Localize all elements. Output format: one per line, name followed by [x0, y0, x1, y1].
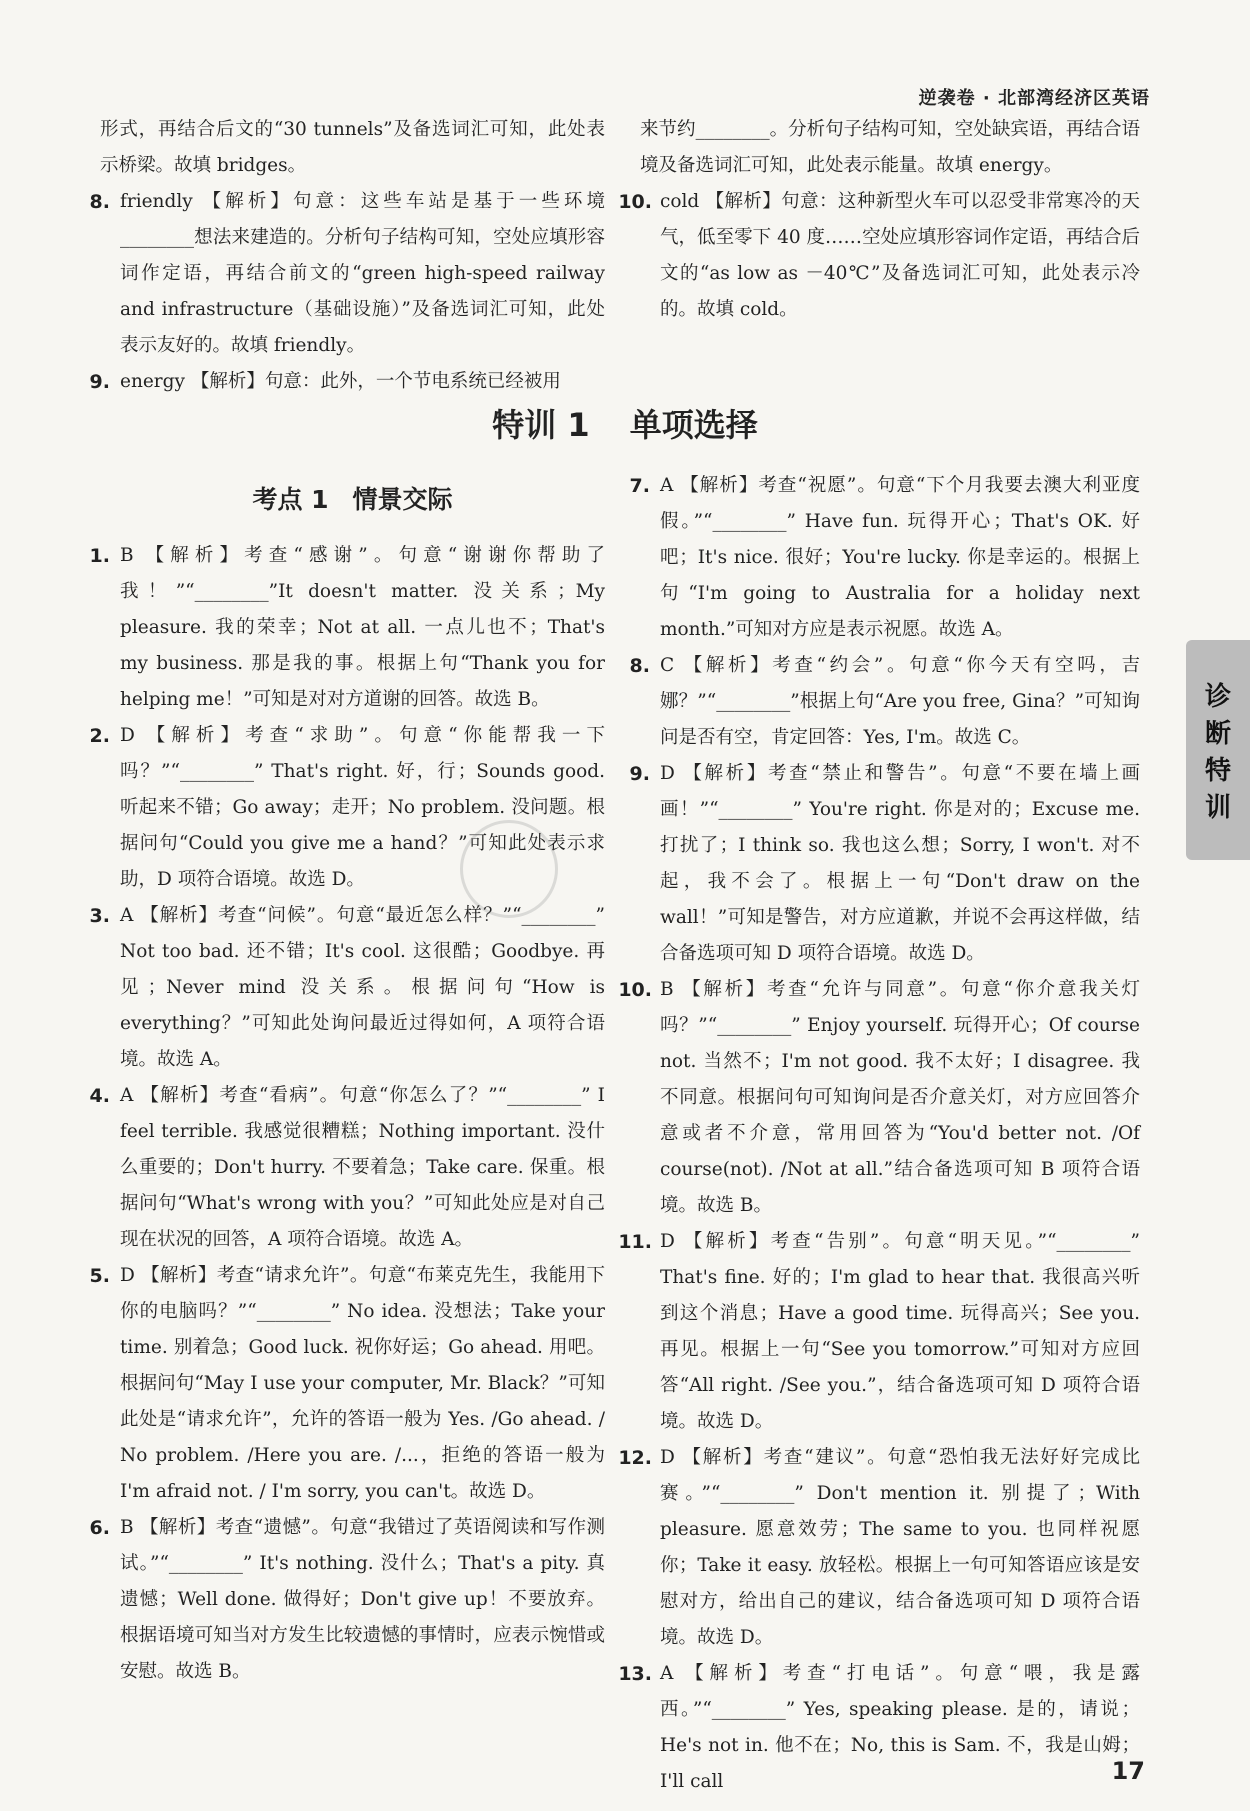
item-number: 9. [629, 763, 650, 785]
running-header: 逆袭卷 · 北部湾经济区英语 [918, 88, 1150, 109]
item-explanation: 【解析】考查“祝愿”。句意“下个月我要去澳大利亚度假。”“________” Have fun. 玩得开心；That's OK. 好吧；It's nice. 很好；You're lucky. 你是幸运的。根据上句“I'm going to Australia for a holiday next month.”可知对方应是表示祝愿。故选 A。 [660, 475, 1140, 640]
item-answer: B [120, 545, 134, 566]
item-number: 13. [618, 1663, 652, 1685]
item-explanation: 【解析】考查“告别”。句意“明天见。”“________” That's fine. 好的；I'm glad to hear that. 我很高兴听到这个消息；Have a good time. 玩得高兴；See you. 再见。根据上一句“See you tomorrow.”可知对方应回答“All right. /See you.”，结合备选项可知 D 项符合语境。故选 D。 [660, 1231, 1140, 1432]
answer-item [618, 184, 1140, 328]
item-explanation: 【解析】句意：这些车站是基于一些环境________想法来建造的。分析句子结构可知，空处应填形容词作定语，再结合前文的“green high-speed railway and infrastructure（基础设施）”及备选词汇可知，此处表示友好的。故填 friendly。 [120, 191, 605, 356]
side-tab-char: 断 [1204, 719, 1231, 749]
item-answer: D [660, 1447, 675, 1468]
faint-stamp [460, 820, 558, 918]
section-prefix: 特训 1 [492, 406, 590, 444]
answer-item [89, 898, 605, 1078]
item-number: 9. [89, 371, 110, 393]
answer-item [629, 648, 1140, 756]
page-number: 17 [1111, 1757, 1145, 1785]
answer-item [89, 184, 605, 364]
continued-paragraph: 形式，再结合后文的“30 tunnels”及备选词汇可知，此处表示桥梁。故填 bridges。 [100, 119, 605, 176]
right-column [618, 468, 1140, 1800]
item-number: 8. [629, 655, 650, 677]
item-number: 12. [618, 1447, 652, 1469]
item-answer: A [660, 1663, 674, 1684]
item-explanation: 【解析】考查“约会”。句意“你今天有空吗，吉娜？”“________”根据上句“Are you free, Gina？”可知询问是否有空，肯定回答：Yes, I'm。故选 C。 [660, 655, 1140, 748]
answer-item [629, 468, 1140, 648]
item-explanation: 【解析】考查“禁止和警告”。句意“不要在墙上画画！”“________” You're right. 你是对的；Excuse me. 打扰了；I think so. 我也这么想；Sorry, I won't. 对不起，我不会了。根据上一句“Don't draw on the wall！”可知是警告，对方应道歉，并说不会再这样做，结合备选项可知 D 项符合语境。故选 D。 [660, 763, 1140, 964]
side-tab-char: 训 [1204, 793, 1231, 823]
continued-paragraph: 来节约________。分析句子结构可知，空处缺宾语，再结合语境及备选词汇可知，此处表示能量。故填 energy。 [640, 119, 1140, 176]
item-answer: B [120, 1517, 134, 1538]
item-answer: D [660, 763, 675, 784]
item-answer: C [660, 655, 675, 676]
answer-item [618, 1656, 1140, 1800]
subsection-prefix: 考点 1 [252, 485, 329, 514]
left-top-column [89, 112, 605, 400]
answer-item [89, 1510, 605, 1690]
item-number: 4. [89, 1085, 110, 1107]
item-explanation: 【解析】考查“建议”。句意“恐怕我无法好好完成比赛。”“________” Don't mention it. 别提了；With pleasure. 愿意效劳；The same to you. 也同样祝愿你；Take it easy. 放轻松。根据上一句可知答语应该是安慰对方，给出自己的建议，结合备选项可知 D 项符合语境。故选 D。 [660, 1447, 1140, 1648]
answer-item [618, 1440, 1140, 1656]
answer-item [89, 1078, 605, 1258]
item-answer: A [660, 475, 674, 496]
item-answer: D [120, 1265, 135, 1286]
item-answer: friendly [120, 191, 193, 212]
item-number: 6. [89, 1517, 110, 1539]
item-answer: A [120, 905, 134, 926]
subsection-name: 情景交际 [352, 485, 453, 514]
answer-item [618, 1224, 1140, 1440]
item-answer: D [120, 725, 135, 746]
item-explanation: 【解析】考查“求助”。句意“你能帮我一下吗？”“________” That's right. 好，行；Sounds good. 听起来不错；Go away；走开；No problem. 没问题。根据问句“Could you give me a hand？”可知此处表示求助，D 项符合语境。故选 D。 [120, 725, 605, 890]
item-explanation: 【解析】句意：这种新型火车可以忍受非常寒冷的天气，低至零下 40 度……空处应填形容词作定语，再结合后文的“as low as －40℃”及备选词汇可知，此处表示冷的。故填 cold。 [660, 191, 1140, 320]
item-answer: D [660, 1231, 675, 1252]
side-tab-char: 诊 [1204, 682, 1231, 712]
answer-item [89, 364, 605, 400]
item-number: 10. [618, 191, 652, 213]
item-number: 10. [618, 979, 652, 1001]
item-number: 1. [89, 545, 110, 567]
item-number: 8. [89, 191, 110, 213]
subsection-title [100, 480, 605, 516]
answer-item [618, 972, 1140, 1224]
item-number: 3. [89, 905, 110, 927]
item-explanation: 【解析】句意：此外，一个节电系统已经被用 [190, 371, 561, 392]
item-answer: B [660, 979, 674, 1000]
item-number: 11. [618, 1231, 652, 1253]
item-answer: A [120, 1085, 134, 1106]
item-answer: energy [120, 371, 185, 392]
item-explanation: 【解析】考查“遗憾”。句意“我错过了英语阅读和写作测试。”“________” It's nothing. 没什么；That's a pity. 真遗憾；Well done. 做得好；Don't give up！不要放弃。根据语境可知当对方发生比较遗憾的事情时，应表示惋惜或安慰。故选 B。 [120, 1517, 605, 1682]
section-title [0, 400, 1250, 446]
item-explanation: 【解析】考查“问候”。句意“最近怎么样？”“________” Not too bad. 还不错；It's cool. 这很酷；Goodbye. 再见；Never mind 没关系。根据问句“How is everything？”可知此处询问最近过得如何，A 项符合语境。故选 A。 [120, 905, 605, 1070]
item-explanation: 【解析】考查“请求允许”。句意“布莱克先生，我能用下你的电脑吗？”“________” No idea. 没想法；Take your time. 别着急；Good luck. 祝你好运；Go ahead. 用吧。根据问句“May I use your computer, Mr. Black？”可知此处是“请求允许”，允许的答语一般为 Yes. /Go ahead. / No problem. /Here you are. /...，拒绝的答语一般为 I'm afraid not. / I'm sorry, you can't。故选 D。 [120, 1265, 605, 1502]
item-number: 5. [89, 1265, 110, 1287]
answer-item [89, 1258, 605, 1510]
item-number: 2. [89, 725, 110, 747]
answer-item [629, 756, 1140, 972]
answer-item [89, 538, 605, 718]
item-explanation: 【解析】考查“感谢”。句意“谢谢你帮助了我！”“________”It doesn't matter. 没关系；My pleasure. 我的荣幸；Not at all. 一点儿也不；That's my business. 那是我的事。根据上句“Thank you for helping me！”可知是对对方道谢的回答。故选 B。 [120, 545, 605, 710]
left-column [89, 538, 605, 1690]
right-top-column [618, 112, 1140, 328]
item-explanation: 【解析】考查“允许与同意”。句意“你介意我关灯吗？”“________” Enjoy yourself. 玩得开心；Of course not. 当然不；I'm not good. 我不太好；I disagree. 我不同意。根据问句可知询问是否介意关灯，对方应回答介意或者不介意，常用回答为“You'd better not. /Of course(not). /Not at all.”结合备选项可知 B 项符合语境。故选 B。 [660, 979, 1140, 1216]
section-name: 单项选择 [629, 406, 758, 444]
item-number: 7. [629, 475, 650, 497]
side-tab-char: 特 [1204, 756, 1231, 786]
item-answer: cold [660, 191, 700, 212]
side-tab [1186, 640, 1250, 860]
item-explanation: 【解析】考查“看病”。句意“你怎么了？”“________” I feel terrible. 我感觉很糟糕；Nothing important. 没什么重要的；Don't hurry. 不要着急；Take care. 保重。根据问句“What's wrong with you？”可知此处应是对自己现在状况的回答，A 项符合语境。故选 A。 [120, 1085, 605, 1250]
item-explanation: 【解析】考查“打电话”。句意“喂，我是露西。”“________” Yes, speaking please. 是的，请说；He's not in. 他不在；No, this is Sam. 不，我是山姆；I'll call [660, 1663, 1140, 1792]
